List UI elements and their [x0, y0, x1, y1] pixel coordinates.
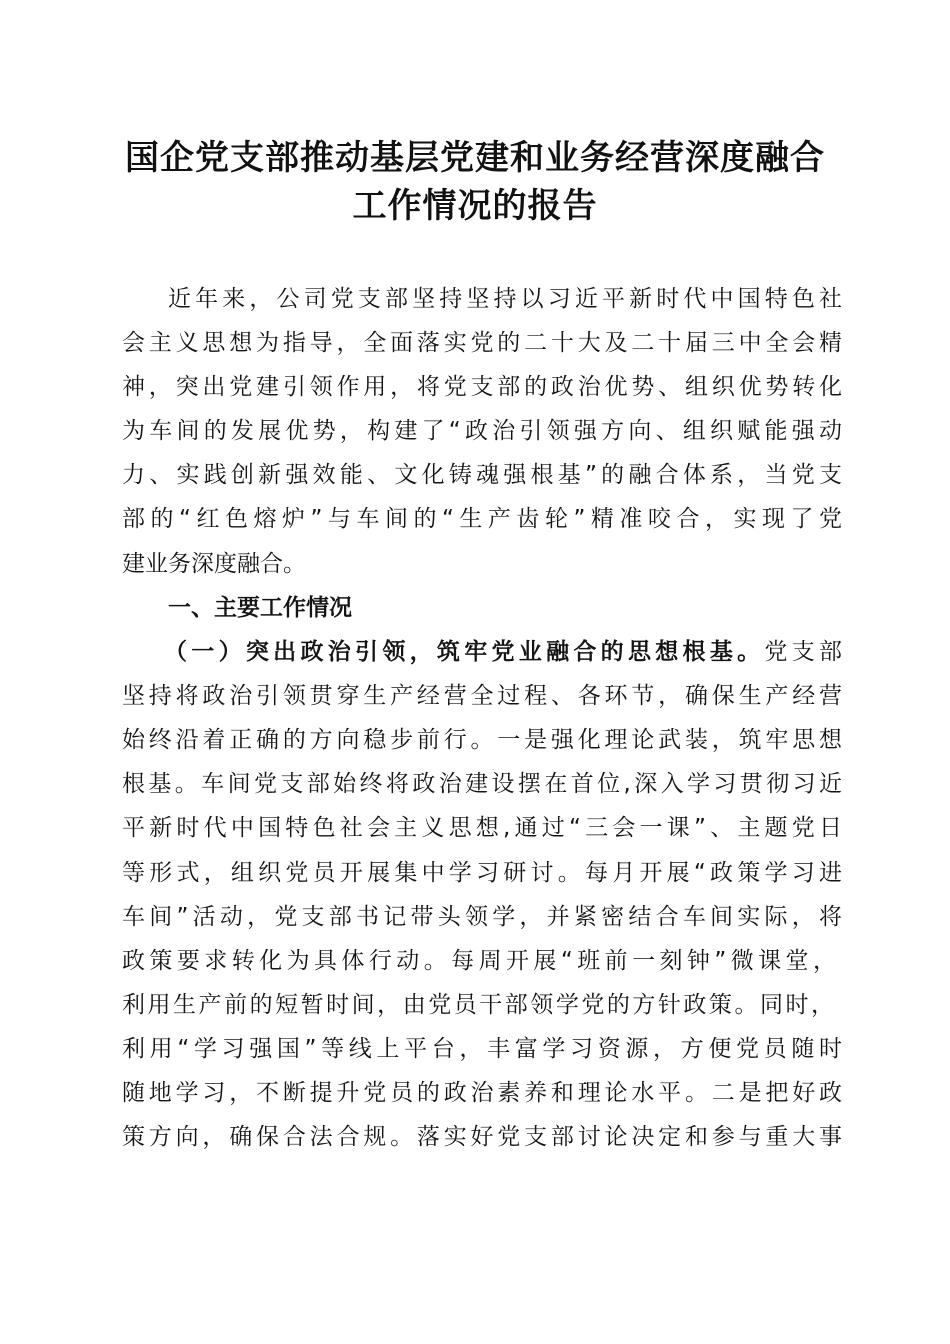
body-paragraph-line: 平新时代中国特色社会主义思想,通过“三会一课”、主题党日	[122, 815, 842, 841]
intro-paragraph-line: 会主义思想为指导，全面落实党的二十大及二十届三中全会精	[122, 330, 842, 356]
intro-paragraph-line: 神，突出党建引领作用，将党支部的政治优势、组织优势转化	[122, 374, 842, 400]
intro-paragraph-line: 近年来，公司党支部坚持坚持以习近平新时代中国特色社	[168, 286, 842, 312]
intro-paragraph-line: 部的“红色熔炉”与车间的“生产齿轮”精准咬合，实现了党	[122, 506, 842, 532]
body-paragraph-line: 政策要求转化为具体行动。每周开展“班前一刻钟”微课堂，	[122, 948, 836, 974]
intro-paragraph-line: 力、实践创新强效能、文化铸魂强根基”的融合体系，当党支	[122, 462, 842, 488]
body-paragraph-line: 始终沿着正确的方向稳步前行。一是强化理论武装，筑牢思想	[122, 727, 842, 753]
body-paragraph-line: 利用生产前的短暂时间，由党员干部领学党的方针政策。同时，	[122, 992, 834, 1018]
section-heading: 一、主要工作情况	[168, 595, 352, 621]
body-paragraph-line: 策方向，确保合法合规。落实好党支部讨论决定和参与重大事	[122, 1124, 842, 1150]
body-paragraph-line: 等形式，组织党员开展集中学习研讨。每月开展“政策学习进	[122, 860, 842, 886]
subsection-first-line	[164, 633, 842, 671]
intro-paragraph-line: 为车间的发展优势，构建了“政治引领强方向、组织赋能强动	[122, 418, 842, 444]
body-paragraph-line: 车间”活动，党支部书记带头领学，并紧密结合车间实际，将	[122, 904, 842, 930]
intro-paragraph-line: 建业务深度融合。	[122, 551, 306, 577]
body-paragraph-line: 坚持将政治引领贯穿生产经营全过程、各环节，确保生产经营	[122, 683, 842, 709]
document-title-line-1: 国企党支部推动基层党建和业务经营深度融合	[125, 138, 825, 178]
body-paragraph-line: 利用“学习强国”等线上平台，丰富学习资源，方便党员随时	[122, 1036, 842, 1062]
subsection-first-line-tail: 党支部	[764, 639, 843, 665]
subsection-heading: （一）突出政治引领，筑牢党业融合的思想根基。	[164, 639, 765, 665]
body-paragraph-line: 根基。车间党支部始终将政治建设摆在首位,深入学习贯彻习近	[122, 771, 842, 797]
body-paragraph-line: 随地学习，不断提升党员的政治素养和理论水平。二是把好政	[122, 1080, 842, 1106]
document-title-line-2: 工作情况的报告	[352, 186, 598, 226]
